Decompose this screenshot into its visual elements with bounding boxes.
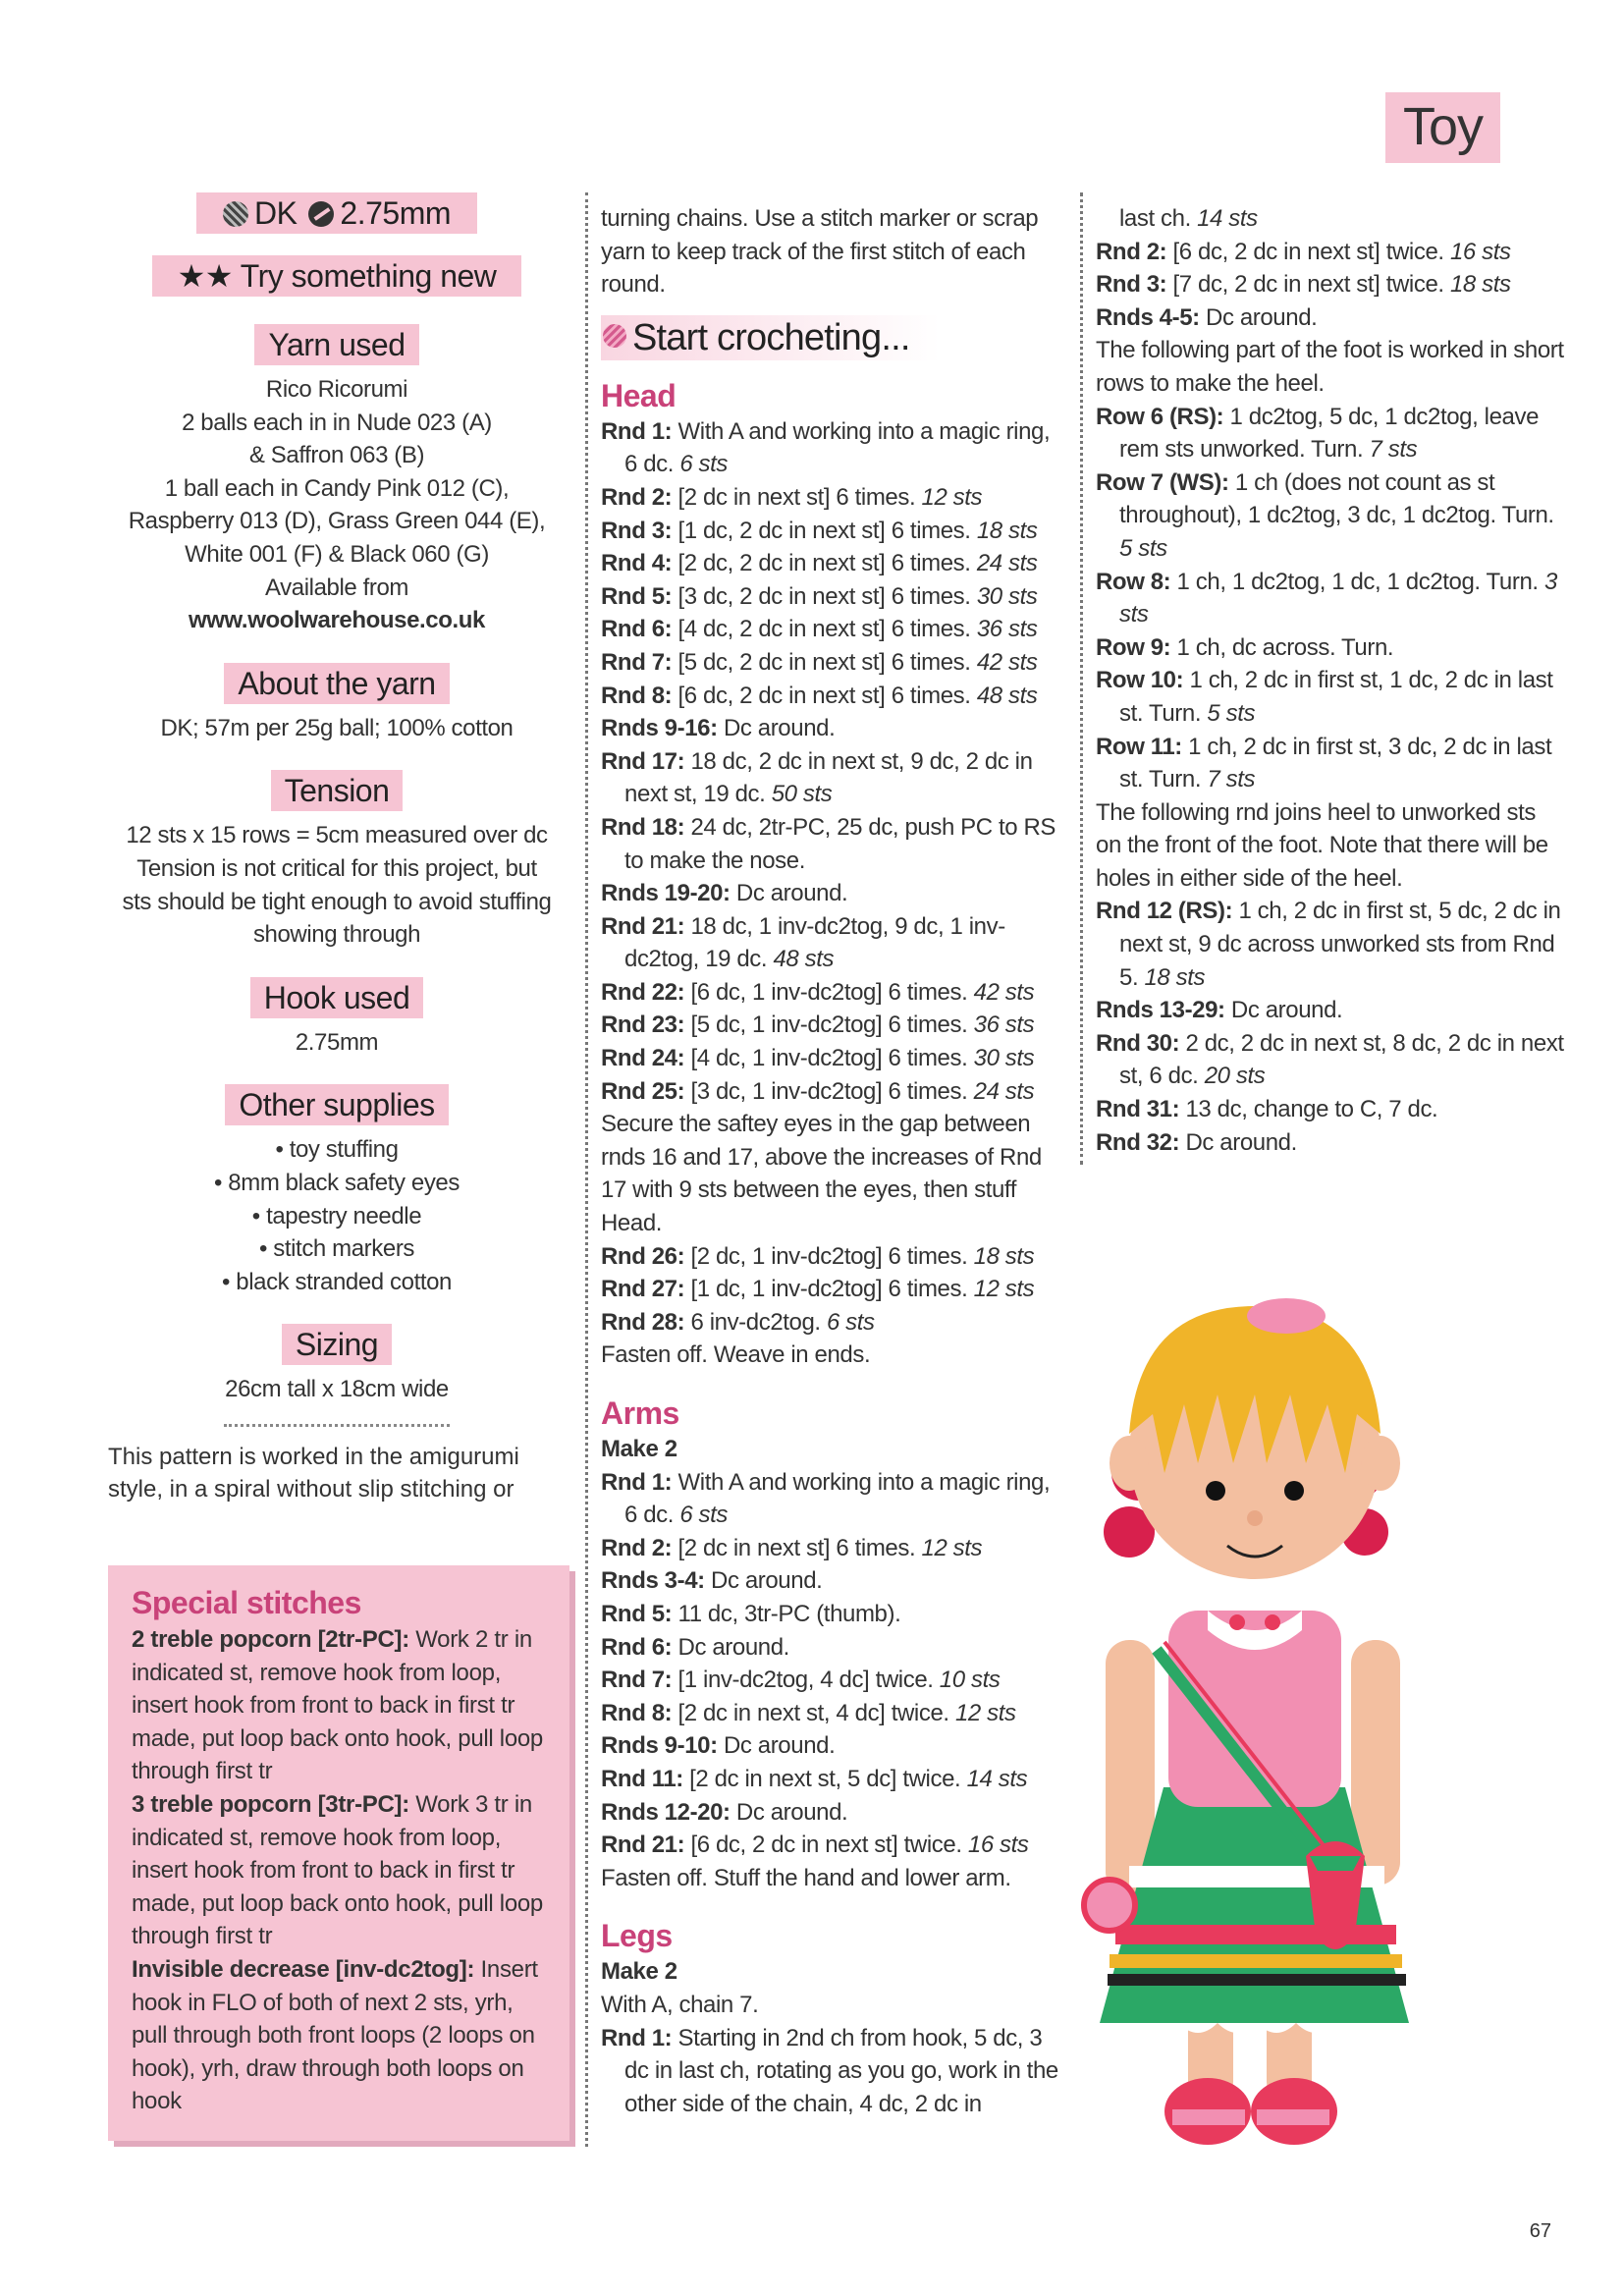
row-text: [3 dc, 2 dc in next st] 6 times. — [672, 582, 971, 610]
stitch-count: 12 sts — [967, 1276, 1035, 1303]
row-text: [4 dc, 1 inv-dc2tog] 6 times. — [684, 1045, 968, 1072]
heel-join-note: The following rnd joins heel to unworked sts on the front of the foot. Note that there will be holes in either side of the heel. — [1096, 798, 1548, 892]
row-label: Rnds 19-20: — [601, 880, 731, 907]
row-text: 6 inv-dc2tog. — [684, 1308, 821, 1336]
stitch-count: 30 sts — [967, 1045, 1035, 1072]
stitch-count: 7 sts — [1363, 436, 1418, 464]
page-number: 67 — [1529, 2220, 1551, 2242]
arms-fasten: Fasten off. Stuff the hand and lower arm. — [601, 1864, 1011, 1891]
instruction-row — [1096, 664, 1567, 730]
instruction-row — [1096, 994, 1567, 1027]
row-label: Rnd 17: — [601, 747, 685, 775]
supply-item: • stitch markers — [258, 1235, 415, 1263]
instruction-row — [601, 415, 1068, 481]
yarn-line: White 001 (F) & Black 060 (G) — [185, 540, 489, 568]
hook-icon — [308, 201, 334, 227]
row-text: 1 ch (does not count as st throughout), 1 dc2tog, 3 dc, 1 dc2tog. Turn. — [1119, 468, 1554, 529]
yarn-hook-badge — [196, 192, 477, 234]
tension-line: showing through — [252, 921, 421, 949]
instruction-row — [601, 1466, 1068, 1532]
tension-line: sts should be tight enough to avoid stuffing — [122, 888, 552, 915]
yarn-line: Rico Ricorumi — [265, 376, 408, 403]
stitch-count: 24 sts — [967, 1077, 1035, 1105]
stitch-count: 36 sts — [970, 616, 1038, 643]
row-label: Rnd 32: — [1096, 1128, 1180, 1156]
row-label: Rnd 5: — [601, 582, 673, 610]
arms-make: Make 2 — [601, 1436, 677, 1462]
instruction-row — [601, 1306, 1068, 1339]
instruction-row — [1096, 1093, 1567, 1126]
about-yarn-block — [106, 663, 568, 745]
yarn-weight: DK — [253, 195, 298, 231]
row-text: Dc around. — [730, 880, 848, 907]
instructions-column-right — [1096, 202, 1567, 1159]
stitch-count: 30 sts — [970, 582, 1038, 610]
supply-item: • toy stuffing — [275, 1136, 399, 1164]
row-text: 1 dc2tog, 5 dc, 1 dc2tog, leave rem sts unworked. Turn. — [1119, 403, 1540, 464]
instruction-row — [601, 976, 1068, 1010]
row-label: Rnd 21: — [601, 1831, 685, 1859]
special-stitch-item — [132, 1953, 548, 2118]
instruction-row — [601, 1598, 1068, 1631]
row-label: Rnd 2: — [1096, 238, 1167, 265]
stitch-count: 48 sts — [970, 682, 1038, 709]
instruction-row — [1096, 631, 1567, 665]
row-text: Dc around. — [717, 715, 836, 742]
row-text: 1 ch, 1 dc2tog, 1 dc, 1 dc2tog. Turn. — [1170, 568, 1539, 595]
yarn-line: Available from — [264, 574, 409, 601]
instruction-row — [601, 1240, 1068, 1274]
arms-heading: Arms — [601, 1395, 679, 1431]
row-text: [5 dc, 1 inv-dc2tog] 6 times. — [684, 1011, 968, 1039]
head-note: Secure the saftey eyes in the gap between rnds 16 and 17, above the increases of Rnd 17 with 9 sts between the eyes, then stuff Head. — [601, 1111, 1042, 1237]
instruction-row — [601, 1729, 1068, 1763]
leg-rows-b — [1096, 401, 1567, 796]
row-text: [6 dc, 2 dc in next st] 6 times. — [672, 682, 971, 709]
stitch-count: 18 sts — [970, 517, 1038, 544]
row-text: 24 dc, 2tr-PC, 25 dc, push PC to RS to make the nose. — [624, 813, 1056, 874]
row-text: [1 dc, 2 dc in next st] 6 times. — [672, 517, 971, 544]
legs-make: Make 2 — [601, 1958, 677, 1986]
row-text: Dc around. — [672, 1633, 789, 1661]
instruction-row — [1096, 895, 1567, 994]
row-label: Rnd 8: — [601, 1699, 673, 1726]
instruction-row — [601, 680, 1068, 713]
instruction-row — [601, 811, 1068, 877]
row-label: Rnd 2: — [601, 483, 673, 511]
instruction-row — [601, 1075, 1068, 1109]
special-stitches-box — [108, 1565, 569, 2141]
row-text: Dc around. — [1199, 303, 1318, 331]
stitch-count: 6 sts — [674, 1502, 728, 1529]
row-text: Starting in 2nd ch from hook, 5 dc, 3 dc in last ch, rotating as you go, work in the other side of the chain, 4 dc, 2 dc in — [624, 2024, 1058, 2117]
instruction-row — [601, 1564, 1068, 1598]
instruction-row — [601, 1697, 1068, 1730]
row-text: Dc around. — [730, 1798, 848, 1826]
supply-item: • black stranded cotton — [221, 1268, 452, 1295]
instruction-row — [601, 613, 1068, 646]
instruction-row — [1096, 731, 1567, 796]
instruction-row — [1096, 401, 1567, 466]
instruction-row — [601, 547, 1068, 580]
instruction-row — [601, 1009, 1068, 1042]
row-text: Dc around. — [717, 1732, 836, 1760]
row-text: 18 dc, 1 inv-dc2tog, 9 dc, 1 inv-dc2tog, 19 dc. — [624, 912, 1005, 973]
row-label: Rnd 8: — [601, 682, 673, 709]
instruction-row — [1096, 1126, 1567, 1160]
row-label: Row 6 (RS): — [1096, 403, 1224, 430]
stitch-desc: Work 2 tr in indicated st, remove hook from loop, insert hook from front to back in first tr made, put loop back onto hook, pull loop through first tr — [132, 1626, 543, 1785]
instruction-row — [601, 481, 1068, 515]
instruction-row — [601, 910, 1068, 976]
row-text: 1 ch, 2 dc in first st, 3 dc, 2 dc in last st. Turn. — [1119, 733, 1552, 793]
about-yarn-title: About the yarn — [224, 663, 449, 704]
pattern-info-column — [106, 192, 568, 1506]
row-text: [6 dc, 2 dc in next st] twice. — [1166, 238, 1444, 265]
row-label: Rnd 3: — [601, 517, 673, 544]
row-text: [1 inv-dc2tog, 4 dc] twice. — [672, 1667, 934, 1694]
row-text: [4 dc, 2 dc in next st] 6 times. — [672, 616, 971, 643]
legs-chain: With A, chain 7. — [601, 1991, 759, 2018]
row-text: [1 dc, 1 inv-dc2tog] 6 times. — [684, 1276, 968, 1303]
intro-text: This pattern is worked in the amigurumi style, in a spiral without slip stitching or — [108, 1443, 519, 1503]
leg-rows-c — [1096, 895, 1567, 1159]
column-divider — [585, 192, 588, 2147]
row-label: Rnd 12 (RS): — [1096, 898, 1233, 925]
stitch-count: 3 sts — [1119, 568, 1557, 629]
start-crocheting-heading: Start crocheting... — [601, 315, 940, 360]
instruction-row — [601, 1532, 1068, 1565]
hook-used-text: 2.75mm — [295, 1028, 379, 1056]
supplier-link[interactable]: www.woolwarehouse.co.uk — [189, 607, 485, 634]
heel-note: The following part of the foot is worked in short rows to make the heel. — [1096, 337, 1564, 397]
row-text: [2 dc in next st] 6 times. — [672, 483, 916, 511]
row-text: 1 ch, dc across. Turn. — [1170, 633, 1394, 661]
sizing-text: 26cm tall x 18cm wide — [225, 1376, 449, 1403]
instruction-row — [601, 1796, 1068, 1830]
row-label: Rnds 13-29: — [1096, 997, 1225, 1024]
instruction-row — [1096, 301, 1567, 335]
row-text: [2 dc, 1 inv-dc2tog] 6 times. — [684, 1242, 968, 1270]
supply-item: • tapestry needle — [251, 1202, 422, 1230]
yarn-line: & Saffron 063 (B) — [248, 442, 425, 469]
stitch-count: 14 sts — [960, 1765, 1028, 1792]
instruction-row — [601, 877, 1068, 910]
row-text: 1 ch, 2 dc in first st, 1 dc, 2 dc in last st. Turn. — [1119, 667, 1553, 727]
head-fasten: Fasten off. Weave in ends. — [601, 1341, 871, 1369]
row-text: [7 dc, 2 dc in next st] twice. — [1166, 271, 1444, 299]
hook-used-title: Hook used — [250, 977, 423, 1018]
stitch-desc: Work 3 tr in indicated st, remove hook from loop, insert hook from front to back in first tr made, put loop back onto hook, pull loop through first tr — [132, 1790, 543, 1950]
stitch-count: 24 sts — [970, 550, 1038, 577]
stitch-count: 42 sts — [967, 978, 1035, 1006]
instruction-row — [601, 1763, 1068, 1796]
row-text: [2 dc in next st] 6 times. — [672, 1534, 916, 1561]
yarn-ball-icon — [223, 201, 248, 227]
stitch-term: Invisible decrease [inv-dc2tog]: — [132, 1955, 475, 1983]
row-label: Rnd 4: — [601, 550, 673, 577]
stitch-count: 18 sts — [1138, 963, 1206, 991]
tension-block — [106, 770, 568, 951]
yarn-used-title: Yarn used — [254, 324, 419, 365]
row-label: Rnd 6: — [601, 616, 673, 643]
instructions-column-middle — [601, 202, 1068, 2120]
row-label: Rnd 7: — [601, 1667, 673, 1694]
stitch-count: 5 sts — [1119, 534, 1167, 562]
leg-rows — [601, 2022, 1068, 2121]
stitch-count: 5 sts — [1201, 699, 1256, 727]
stitch-count: 16 sts — [961, 1831, 1029, 1859]
row-label: Rnd 26: — [601, 1242, 685, 1270]
row-text: 13 dc, change to C, 7 dc. — [1179, 1096, 1438, 1123]
row-label: Rnd 7: — [601, 648, 673, 676]
row-label: Row 9: — [1096, 633, 1171, 661]
legs-heading: Legs — [601, 1918, 673, 1954]
stitch-count: 42 sts — [970, 648, 1038, 676]
row-text: With A and working into a magic ring, 6 dc. — [624, 1468, 1051, 1529]
row-label: Rnd 11: — [601, 1765, 683, 1792]
yarn-used-block — [106, 324, 568, 637]
stitch-count: 50 sts — [765, 781, 833, 808]
instruction-row — [601, 712, 1068, 745]
crochet-doll-photo — [1070, 1178, 1443, 2160]
stitch-count: 20 sts — [1198, 1063, 1266, 1090]
about-yarn-text: DK; 57m per 25g ball; 100% cotton — [160, 714, 514, 741]
instruction-row: last ch. 14 sts — [1119, 205, 1258, 232]
row-label: Rnd 3: — [1096, 271, 1167, 299]
row-label: Rnd 1: — [601, 2024, 673, 2051]
row-label: Rnd 2: — [601, 1534, 673, 1561]
stitch-term: 3 treble popcorn [3tr-PC]: — [132, 1790, 409, 1818]
row-label: Rnd 1: — [601, 1468, 673, 1496]
special-stitch-item — [132, 1623, 548, 1788]
instruction-row — [601, 1631, 1068, 1665]
yarn-ball-icon — [603, 324, 626, 348]
row-label: Rnd 22: — [601, 978, 685, 1006]
sizing-title: Sizing — [282, 1324, 392, 1365]
leg-rows-a — [1096, 236, 1567, 335]
row-label: Rnd 30: — [1096, 1029, 1180, 1057]
row-label: Row 11: — [1096, 733, 1182, 760]
stitch-desc: Insert hook in FLO of both of next 2 sts, yrh, pull through both front loops (2 loops on hook), yrh, draw through both loops on hook — [132, 1955, 538, 2115]
stitch-count: 6 sts — [674, 451, 728, 478]
row-label: Rnd 27: — [601, 1276, 685, 1303]
head-rows — [601, 415, 1068, 1108]
row-text: [6 dc, 2 dc in next st] twice. — [684, 1831, 962, 1859]
tension-title: Tension — [271, 770, 404, 811]
tension-line: 12 sts x 15 rows = 5cm measured over dc — [126, 822, 548, 849]
tension-line: Tension is not critical for this project, but — [136, 854, 537, 882]
instruction-row — [601, 1664, 1068, 1697]
special-stitches-title: Special stitches — [132, 1585, 361, 1620]
row-label: Rnd 23: — [601, 1011, 685, 1039]
row-text: [5 dc, 2 dc in next st] 6 times. — [672, 648, 971, 676]
row-label: Rnds 12-20: — [601, 1798, 731, 1826]
instruction-row — [1096, 466, 1567, 566]
stitch-count: 12 sts — [915, 483, 983, 511]
instruction-row — [1096, 268, 1567, 301]
row-label: Rnd 1: — [601, 417, 673, 445]
hook-used-block — [106, 977, 568, 1060]
stitch-count: 48 sts — [767, 946, 835, 973]
hook-size: 2.75mm — [340, 195, 452, 231]
row-text: [2 dc in next st, 4 dc] twice. — [672, 1699, 949, 1726]
row-label: Rnds 9-10: — [601, 1732, 718, 1760]
difficulty-badge: ★★ Try something new — [152, 255, 521, 297]
row-label: Rnds 4-5: — [1096, 303, 1200, 331]
row-text: 18 dc, 2 dc in next st, 9 dc, 2 dc in next st, 19 dc. — [624, 747, 1033, 808]
yarn-line: 2 balls each in in Nude 023 (A) — [182, 409, 492, 436]
row-text: [2 dc in next st, 5 dc] twice. — [682, 1765, 961, 1792]
instruction-row — [601, 745, 1068, 811]
section-tag: Toy — [1385, 92, 1500, 163]
yarn-line: Raspberry 013 (D), Grass Green 044 (E), — [128, 508, 546, 535]
supply-item: • 8mm black safety eyes — [214, 1169, 460, 1196]
row-label: Rnd 28: — [601, 1308, 685, 1336]
stitch-count: 7 sts — [1201, 766, 1256, 793]
stitch-count: 12 sts — [948, 1699, 1016, 1726]
special-stitch-item — [132, 1788, 548, 1953]
row-label: Row 8: — [1096, 568, 1171, 595]
other-supplies-title: Other supplies — [225, 1084, 448, 1125]
other-supplies-block — [106, 1084, 568, 1298]
row-text: Dc around. — [1224, 997, 1343, 1024]
row-label: Rnd 25: — [601, 1077, 685, 1105]
instruction-row — [601, 1042, 1068, 1075]
arm-rows — [601, 1466, 1068, 1862]
row-label: Rnd 24: — [601, 1045, 685, 1072]
row-text: [3 dc, 1 inv-dc2tog] 6 times. — [684, 1077, 968, 1105]
instruction-row — [601, 515, 1068, 548]
head-heading: Head — [601, 377, 677, 413]
stitch-count: 36 sts — [967, 1011, 1035, 1039]
instruction-row — [1096, 1027, 1567, 1093]
column-divider — [1080, 192, 1083, 1165]
row-label: Rnds 3-4: — [601, 1567, 705, 1595]
instruction-row — [601, 1273, 1068, 1306]
stitch-count: 6 sts — [820, 1308, 875, 1336]
instruction-row — [601, 2022, 1068, 2121]
stitch-count: 16 sts — [1443, 238, 1511, 265]
instruction-row — [601, 646, 1068, 680]
row-text: With A and working into a magic ring, 6 dc. — [624, 417, 1051, 478]
instruction-row — [601, 580, 1068, 614]
intro-continued: turning chains. Use a stitch marker or scrap yarn to keep track of the first stitch of each round. — [601, 205, 1039, 299]
row-text: Dc around. — [704, 1567, 823, 1595]
stitch-count: 18 sts — [967, 1242, 1035, 1270]
instruction-row — [601, 1829, 1068, 1862]
row-label: Rnd 21: — [601, 912, 685, 940]
dotted-divider — [224, 1424, 450, 1427]
instruction-row — [1096, 566, 1567, 631]
head-end-rows — [601, 1240, 1068, 1339]
row-text: Dc around. — [1179, 1128, 1297, 1156]
row-label: Rnds 9-16: — [601, 715, 718, 742]
row-text: [2 dc, 2 dc in next st] 6 times. — [672, 550, 971, 577]
row-label: Rnd 6: — [601, 1633, 673, 1661]
row-label: Rnd 18: — [601, 813, 685, 841]
stitch-term: 2 treble popcorn [2tr-PC]: — [132, 1626, 409, 1653]
row-label: Rnd 5: — [601, 1600, 673, 1627]
stitch-count: 10 sts — [933, 1667, 1001, 1694]
row-label: Row 10: — [1096, 667, 1184, 694]
row-text: [6 dc, 1 inv-dc2tog] 6 times. — [684, 978, 968, 1006]
row-text: 2 dc, 2 dc in next st, 8 dc, 2 dc in next st, 6 dc. — [1119, 1029, 1564, 1090]
row-text: 1 ch, 2 dc in first st, 5 dc, 2 dc in next st, 9 dc across unworked sts from Rnd 5. — [1119, 898, 1561, 991]
yarn-line: 1 ball each in Candy Pink 012 (C), — [164, 474, 510, 502]
row-label: Rnd 31: — [1096, 1096, 1180, 1123]
row-label: Row 7 (WS): — [1096, 468, 1229, 496]
stitch-count: 12 sts — [915, 1534, 983, 1561]
sizing-block — [106, 1324, 568, 1406]
stitch-count: 18 sts — [1443, 271, 1511, 299]
instruction-row — [1096, 236, 1567, 269]
row-text: 11 dc, 3tr-PC (thumb). — [672, 1600, 901, 1627]
